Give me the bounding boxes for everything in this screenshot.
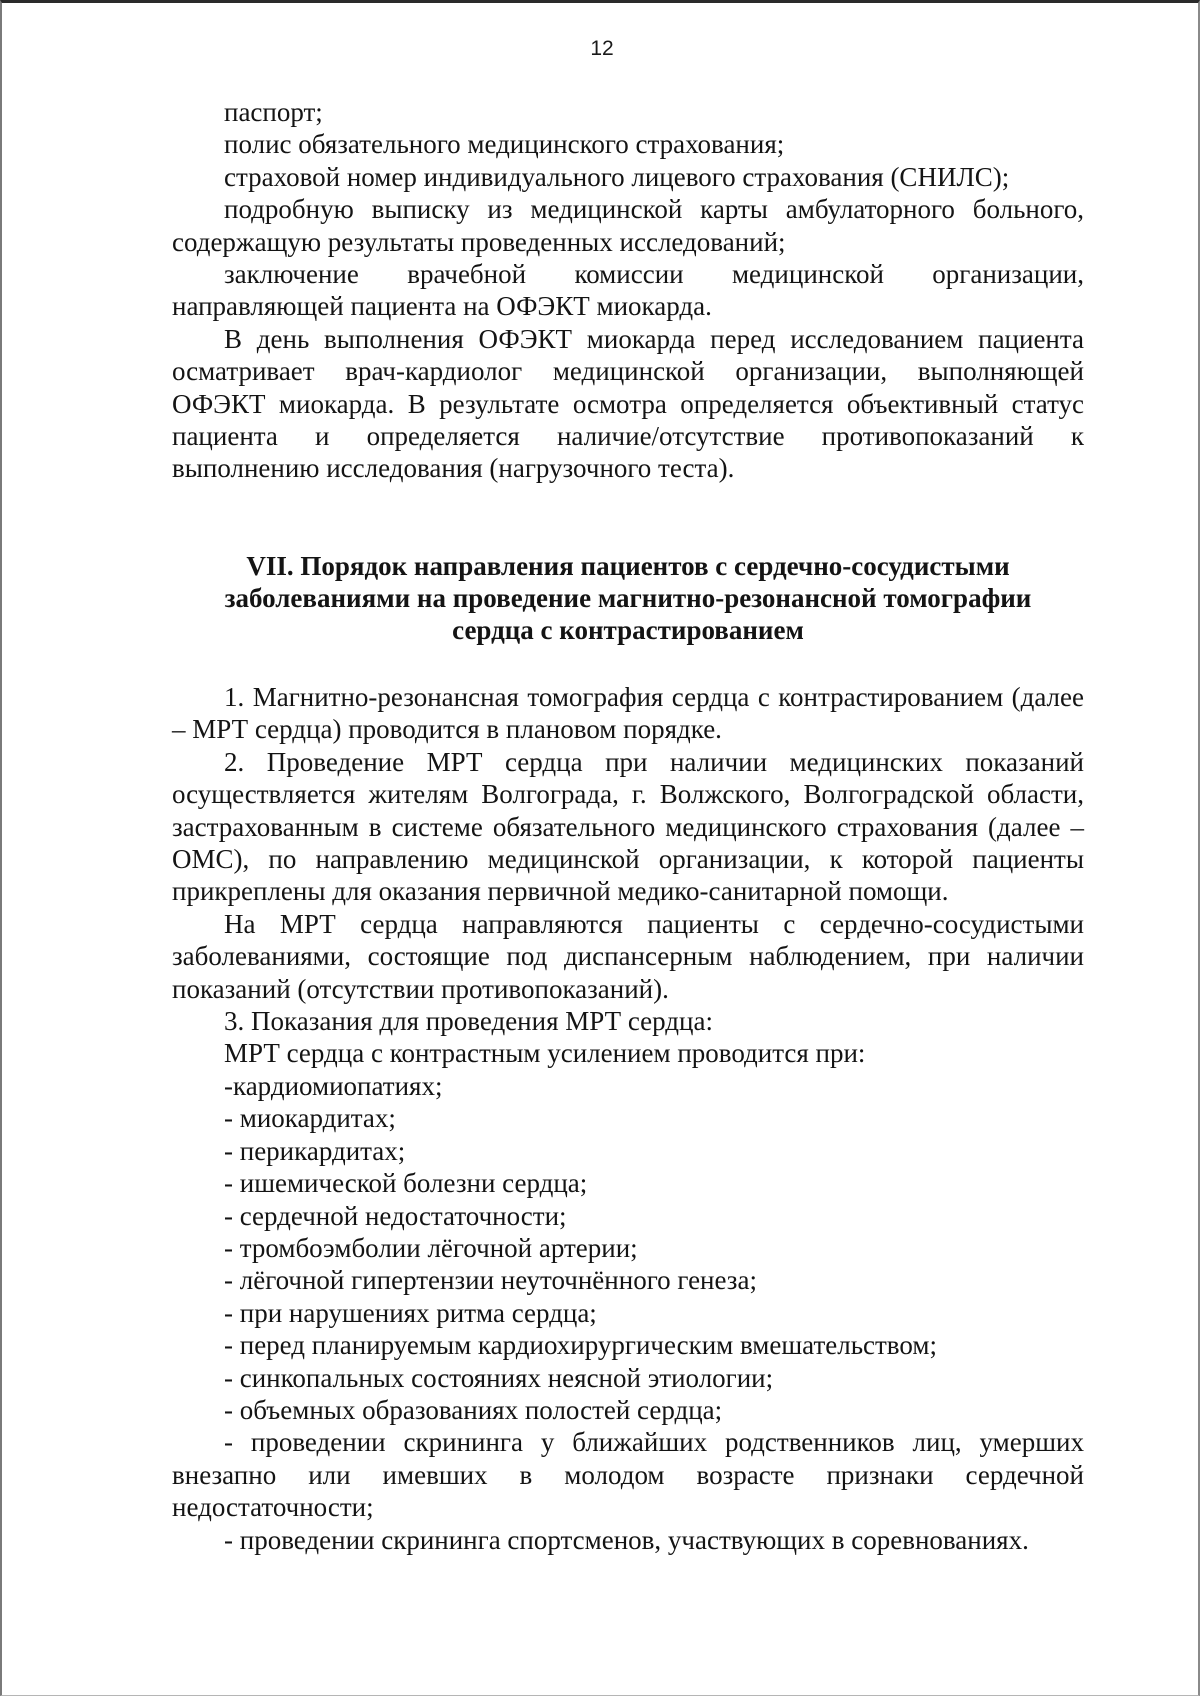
page-number: 12 bbox=[590, 37, 614, 60]
examination-paragraph: В день выполнения ОФЭКТ миокарда перед исследованием пациента осматривает врач-кардиолог медицинской организации, выполняющей ОФЭКТ миокарда. В результате осмотра определяется объективный статус пациента и определяется наличие/отсутствие противопоказаний к выполнению исследования (нагрузочного теста). bbox=[172, 323, 1084, 484]
body-paragraph: 2. Проведение МРТ сердца при наличии медицинских показаний осуществляется жителям Волгограда, г. Волжского, Волгоградской области, застрахованным в системе обязательного медицинского страхования (далее – ОМС), по направлению медицинской организации, к которой пациенты прикреплены для оказания первичной медико-санитарной помощи. bbox=[172, 746, 1084, 907]
indication-item: - при нарушениях ритма сердца; bbox=[224, 1297, 597, 1328]
list-item: подробную выписку из медицинской карты амбулаторного больного, содержащую результаты проведенных исследований; bbox=[172, 194, 1084, 257]
list-item: паспорт; bbox=[224, 97, 323, 127]
body-paragraph: МРТ сердца с контрастным усилением проводится при: bbox=[224, 1038, 866, 1069]
indication-item: - проведении скрининга спортсменов, участвующих в соревнованиях. bbox=[224, 1524, 1029, 1555]
indication-item: - синкопальных состояниях неясной этиологии; bbox=[224, 1362, 774, 1393]
required-documents-list bbox=[172, 96, 1084, 485]
heading-line: VII. Порядок направления пациентов с сердечно-сосудистыми bbox=[246, 551, 1010, 581]
body-paragraph: 1. Магнитно-резонансная томография сердца с контрастированием (далее – МРТ сердца) проводится в плановом порядке. bbox=[172, 682, 1084, 745]
body-paragraph: На МРТ сердца направляются пациенты с сердечно-сосудистыми заболеваниями, состоящие под диспансерным наблюдением, при наличии показаний (отсутствии противопоказаний). bbox=[172, 908, 1084, 1004]
section-body bbox=[172, 681, 1084, 1556]
indication-item: - сердечной недостаточности; bbox=[224, 1200, 567, 1231]
indication-item: - миокардитах; bbox=[224, 1103, 396, 1134]
heading-line: заболеваниями на проведение магнитно-резонансной томографии bbox=[224, 583, 1032, 613]
indication-item: - перед планируемым кардиохирургическим вмешательством; bbox=[224, 1330, 937, 1361]
indication-item: - перикардитах; bbox=[224, 1135, 406, 1166]
indication-item: - проведении скрининга у ближайших родственников лиц, умерших внезапно или имевших в молодом возрасте признаки сердечной недостаточности; bbox=[172, 1427, 1084, 1523]
indication-item: -кардиомиопатиях; bbox=[224, 1070, 443, 1101]
section-heading bbox=[172, 550, 1084, 646]
list-item: полис обязательного медицинского страхования; bbox=[224, 129, 785, 160]
list-item: заключение врачебной комиссии медицинской организации, направляющей пациента на ОФЭКТ миокарда. bbox=[172, 259, 1084, 322]
indication-item: - ишемической болезни сердца; bbox=[224, 1168, 588, 1199]
heading-line: сердца с контрастированием bbox=[452, 615, 804, 645]
list-item: страховой номер индивидуального лицевого страхования (СНИЛС); bbox=[224, 161, 1010, 192]
indication-item: - лёгочной гипертензии неуточнённого генеза; bbox=[224, 1265, 757, 1296]
indication-item: - тромбоэмболии лёгочной артерии; bbox=[224, 1232, 638, 1263]
body-paragraph: 3. Показания для проведения МРТ сердца: bbox=[224, 1006, 713, 1037]
indication-item: - объемных образованиях полостей сердца; bbox=[224, 1394, 723, 1425]
